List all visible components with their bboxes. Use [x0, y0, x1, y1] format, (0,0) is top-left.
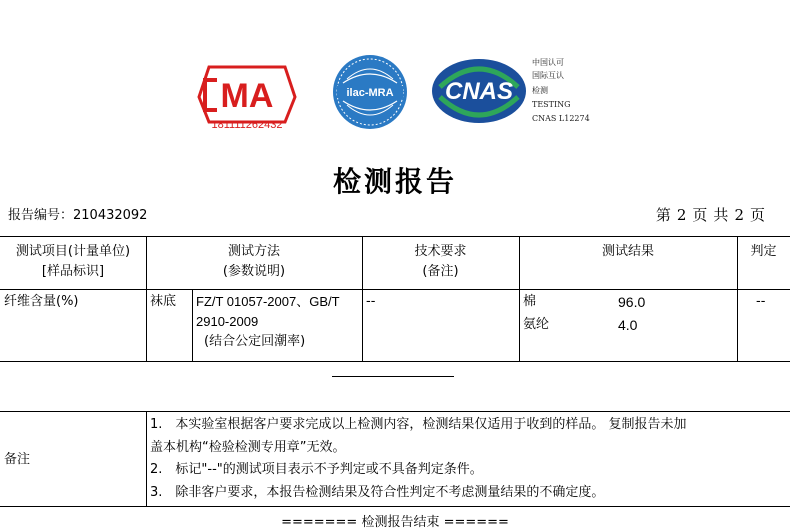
row-method-line-3: (结合公定回潮率)	[204, 334, 306, 349]
header-method-line-2: (参数说明)	[222, 264, 286, 279]
ilac-logo-text: ilac-MRA	[346, 87, 394, 99]
rule	[146, 411, 147, 506]
header-requirement-line-2: (备注)	[422, 264, 459, 279]
remark-line-1: 1. 本实验室根据客户要求完成以上检测内容，检测结果仅适用于收到的样品。 复制报告未加	[150, 417, 687, 432]
cnas-line-5: CNAS L12274	[532, 114, 590, 123]
header-requirement	[362, 242, 519, 282]
cma-logo-text: MA	[220, 77, 274, 115]
header-method	[146, 242, 362, 282]
result-name-1: 棉	[523, 294, 537, 309]
cma-number: 181111262432	[211, 119, 283, 130]
page-word-3: 共	[713, 206, 729, 224]
remark-line-4: 3. 除非客户要求，本报告检测结果及符合性判定不考虑测量结果的不确定度。	[150, 485, 605, 500]
row-part: 袜底	[150, 294, 177, 309]
page-word-4: 页	[749, 206, 765, 224]
report-number-value: 210432092	[73, 208, 148, 223]
current-page: 2	[676, 206, 687, 224]
rule	[0, 361, 790, 362]
cnas-line-1: 中国认可	[532, 58, 564, 67]
remark-line-3: 2. 标记"--"的测试项目表示不予判定或不具备判定条件。	[150, 462, 483, 477]
rule	[0, 506, 790, 507]
cnas-line-2: 国际互认	[532, 71, 564, 80]
report-number	[8, 204, 147, 223]
header-item-line-2: [样品标识]	[41, 264, 105, 279]
header-requirement-line-1: 技术要求	[414, 244, 467, 259]
row-requirement: --	[366, 294, 376, 309]
row-method	[196, 292, 362, 352]
row-method-line-2: 2910-2009	[196, 314, 259, 329]
rule	[0, 289, 790, 290]
report-number-label: 报告编号：	[8, 208, 74, 223]
row-judgement: --	[756, 294, 766, 309]
remark-line-2: 盖本机构“检验检测专用章”无效。	[150, 440, 346, 455]
result-name-2: 氨纶	[523, 317, 550, 332]
page-word-1: 第	[655, 206, 671, 224]
rule	[0, 411, 790, 412]
header-judgement: 判定	[750, 244, 777, 259]
result-value-2: 4.0	[618, 317, 638, 333]
row-item: 纤维含量(%)	[4, 294, 79, 309]
result-value-1: 96.0	[618, 294, 646, 310]
remarks-label: 备注	[4, 452, 31, 467]
header-result: 测试结果	[601, 244, 654, 259]
cnas-logo-text: CNAS	[444, 78, 514, 105]
page-indicator	[653, 204, 768, 225]
header-item	[0, 242, 146, 282]
rule	[0, 236, 790, 237]
cnas-line-3: 检测	[532, 86, 548, 95]
report-title: 检测报告	[332, 165, 457, 198]
divider-line	[332, 376, 454, 377]
page-word-2: 页	[692, 206, 708, 224]
row-method-line-1: FZ/T 01057-2007、GB/T	[196, 294, 340, 309]
header-method-line-1: 测试方法	[227, 244, 280, 259]
cma-logo	[191, 64, 303, 130]
total-pages: 2	[734, 206, 744, 224]
cnas-line-4: TESTING	[532, 100, 571, 109]
report-end-marker: ======= 检测报告结束 ======	[281, 515, 509, 530]
header-item-line-1: 测试项目(计量单位)	[15, 244, 131, 259]
cnas-logo	[430, 57, 528, 125]
ilac-mra-logo	[331, 53, 409, 131]
rule	[192, 289, 193, 361]
